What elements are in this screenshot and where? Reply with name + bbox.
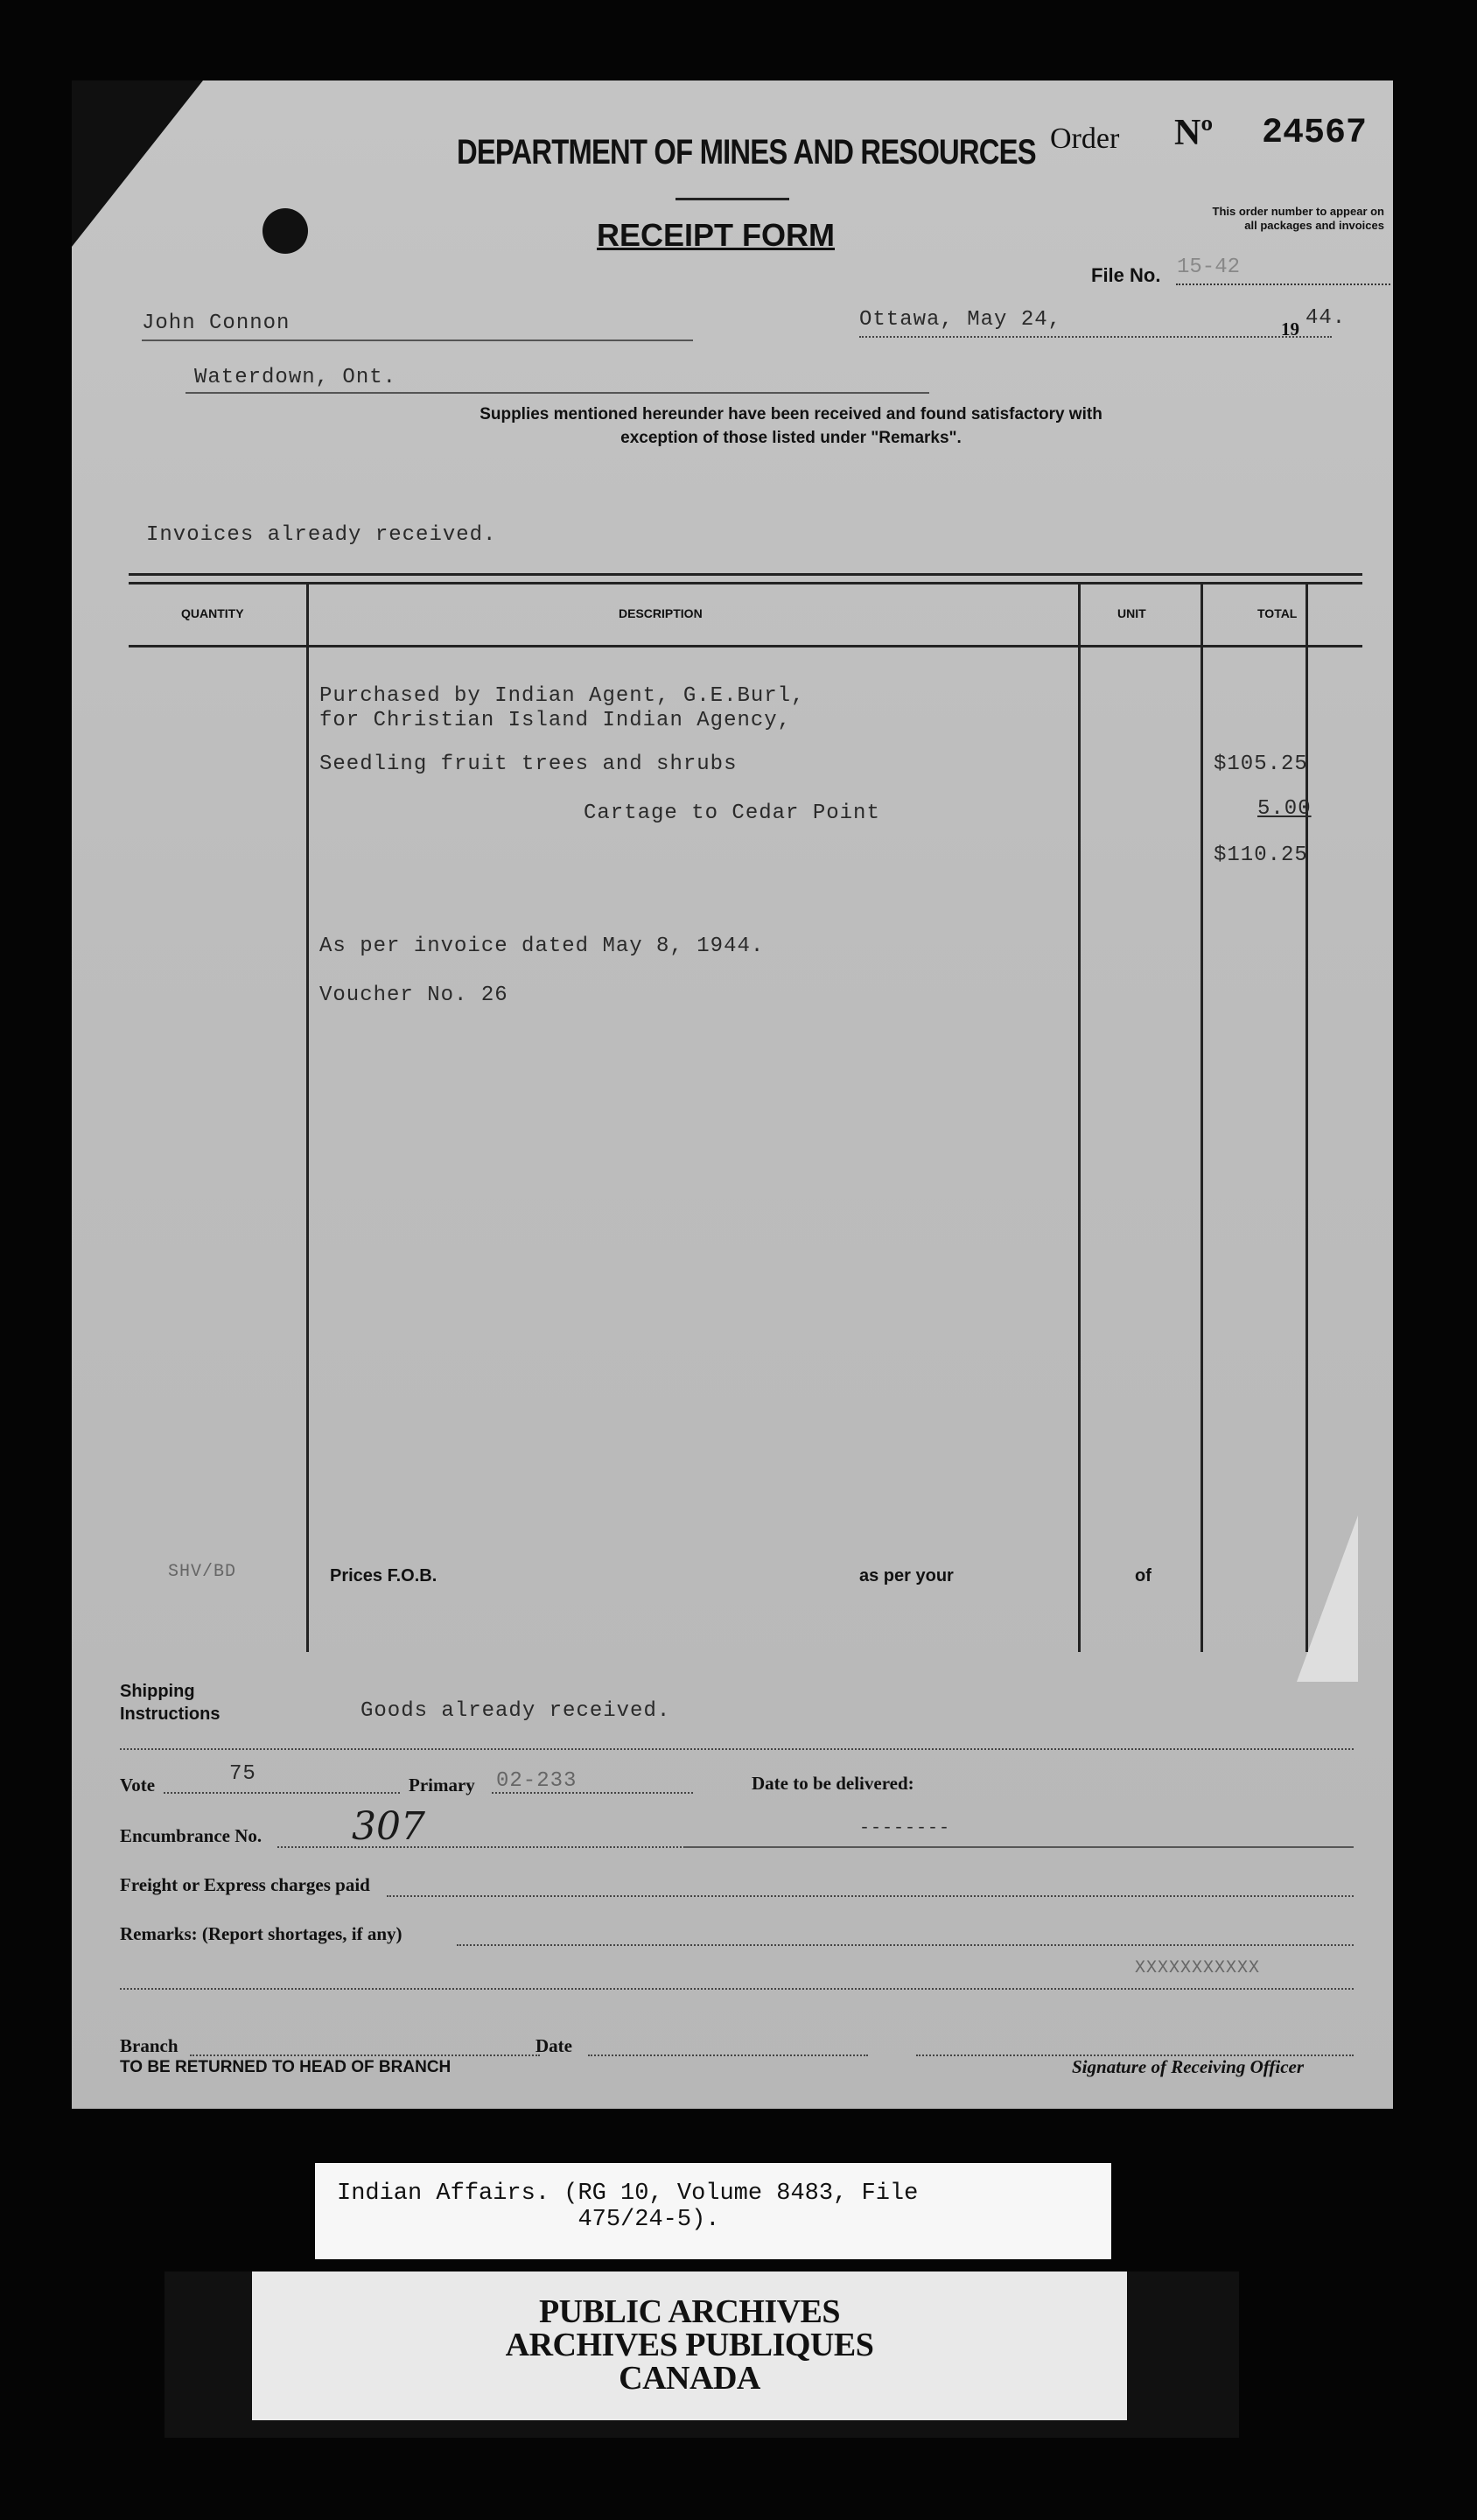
addressee-address: Waterdown, Ont.: [194, 366, 397, 389]
as-per-your-label: as per your: [859, 1566, 954, 1586]
invoices-note: Invoices already received.: [146, 523, 497, 547]
header-total: TOTAL: [1257, 606, 1298, 620]
encumbrance-value: 307: [352, 1804, 425, 1849]
branch-line: [190, 2054, 540, 2056]
addressee-address-line: [186, 392, 929, 394]
voucher-number: Voucher No. 26: [319, 984, 508, 1007]
archives-stamp-strip: [164, 2272, 1239, 2438]
torn-corner-shadow: [72, 80, 203, 247]
table-top-rule: [129, 573, 1362, 576]
primary-value: 02-233: [496, 1769, 578, 1793]
description-column-divider: [1078, 584, 1081, 1652]
file-number-line: [1176, 284, 1390, 285]
of-label: of: [1135, 1566, 1152, 1586]
vote-line: [164, 1792, 400, 1794]
order-label: Order: [1050, 122, 1120, 155]
date-delivered-line: [684, 1846, 1354, 1848]
remarks-label: Remarks: (Report shortages, if any): [120, 1923, 402, 1944]
year-prefix: 19: [1281, 318, 1299, 340]
prices-fob-label: Prices F.O.B.: [330, 1566, 438, 1586]
order-note: [1130, 205, 1384, 233]
header-unit: UNIT: [1117, 606, 1146, 620]
title-divider: [676, 198, 789, 200]
item-2-total: 5.00: [1257, 797, 1312, 821]
place-date-line: [859, 336, 1332, 338]
stamp-line-1: PUBLIC ARCHIVES: [538, 2293, 841, 2330]
table-top-rule-2: [129, 582, 1362, 584]
line-agency: for Christian Island Indian Agency,: [319, 709, 792, 732]
remarks-value: XXXXXXXXXXX: [1135, 1958, 1261, 1978]
unit-column-divider: [1200, 584, 1203, 1652]
archive-reference-line-2: 475/24-5).: [337, 2207, 720, 2233]
encumbrance-label: Encumbrance No.: [120, 1825, 262, 1846]
freight-line: [387, 1895, 1354, 1897]
vote-value: 75: [229, 1762, 256, 1786]
item-1-total: $105.25: [1214, 752, 1308, 776]
addressee-name-line: [142, 340, 693, 341]
signature-label: Signature of Receiving Officer: [1072, 2056, 1305, 2077]
archives-stamp: [252, 2272, 1127, 2420]
file-number-label: File No.: [1091, 264, 1161, 286]
stamp-line-3: CANADA: [619, 2360, 760, 2397]
header-quantity: QUANTITY: [181, 606, 244, 620]
shipping-label-line-1: Shipping: [120, 1682, 195, 1701]
department-title: DEPARTMENT OF MINES AND RESOURCES: [457, 133, 1036, 172]
punch-hole: [262, 208, 308, 254]
order-number: 24567: [1262, 114, 1368, 153]
supplies-note-line-2: exception of those listed under "Remarks".: [620, 429, 962, 447]
order-note-line-2: all packages and invoices: [1244, 219, 1384, 232]
date-label: Date: [536, 2035, 572, 2056]
line-purchased: Purchased by Indian Agent, G.E.Burl,: [319, 684, 805, 708]
quantity-mark: SHV/BD: [168, 1562, 237, 1582]
file-number-value: 15-42: [1177, 256, 1241, 279]
date-line: [588, 2054, 868, 2056]
form-title: RECEIPT FORM: [597, 217, 836, 253]
return-note: TO BE RETURNED TO HEAD OF BRANCH: [120, 2058, 452, 2076]
quantity-column-divider: [306, 584, 309, 1652]
supplies-note: [318, 402, 1264, 450]
invoice-reference: As per invoice dated May 8, 1944.: [319, 934, 765, 958]
items-table: [129, 573, 1362, 1658]
shipping-instructions-value: Goods already received.: [360, 1699, 671, 1723]
stamp-line-2: ARCHIVES PUBLIQUES: [505, 2327, 874, 2363]
date-delivered-value: --------: [859, 1818, 951, 1838]
table-header-rule: [129, 645, 1362, 648]
archive-reference-line-1: Indian Affairs. (RG 10, Volume 8483, File: [337, 2180, 919, 2207]
total-column-divider: [1306, 584, 1308, 1652]
place-date: Ottawa, May 24,: [859, 308, 1062, 332]
archive-reference-label: [315, 2163, 1111, 2259]
archive-reference-text: [337, 2180, 918, 2233]
header-description: DESCRIPTION: [619, 606, 703, 620]
branch-label: Branch: [120, 2035, 178, 2056]
line-item-1: Seedling fruit trees and shrubs: [319, 752, 738, 776]
encumbrance-line: [277, 1846, 689, 1848]
shipping-line: [120, 1748, 1354, 1750]
addressee-name: John Connon: [142, 312, 290, 335]
primary-line: [492, 1792, 693, 1794]
receipt-form-sheet: [72, 80, 1393, 2109]
remarks-line-1: [457, 1944, 1354, 1946]
order-no-label: Nº: [1174, 113, 1214, 153]
date-delivered-label: Date to be delivered:: [752, 1773, 914, 1794]
primary-label: Primary: [409, 1774, 475, 1796]
grand-total: $110.25: [1214, 844, 1308, 867]
freight-label: Freight or Express charges paid: [120, 1874, 370, 1895]
shipping-label-line-2: Instructions: [120, 1704, 220, 1724]
supplies-note-line-1: Supplies mentioned hereunder have been received and found satisfactory with: [480, 405, 1102, 424]
order-note-line-1: This order number to appear on: [1212, 205, 1384, 218]
remarks-line-2: [120, 1988, 1354, 1990]
year-suffix: 44.: [1306, 306, 1347, 330]
line-item-2: Cartage to Cedar Point: [584, 802, 880, 825]
vote-label: Vote: [120, 1774, 156, 1796]
